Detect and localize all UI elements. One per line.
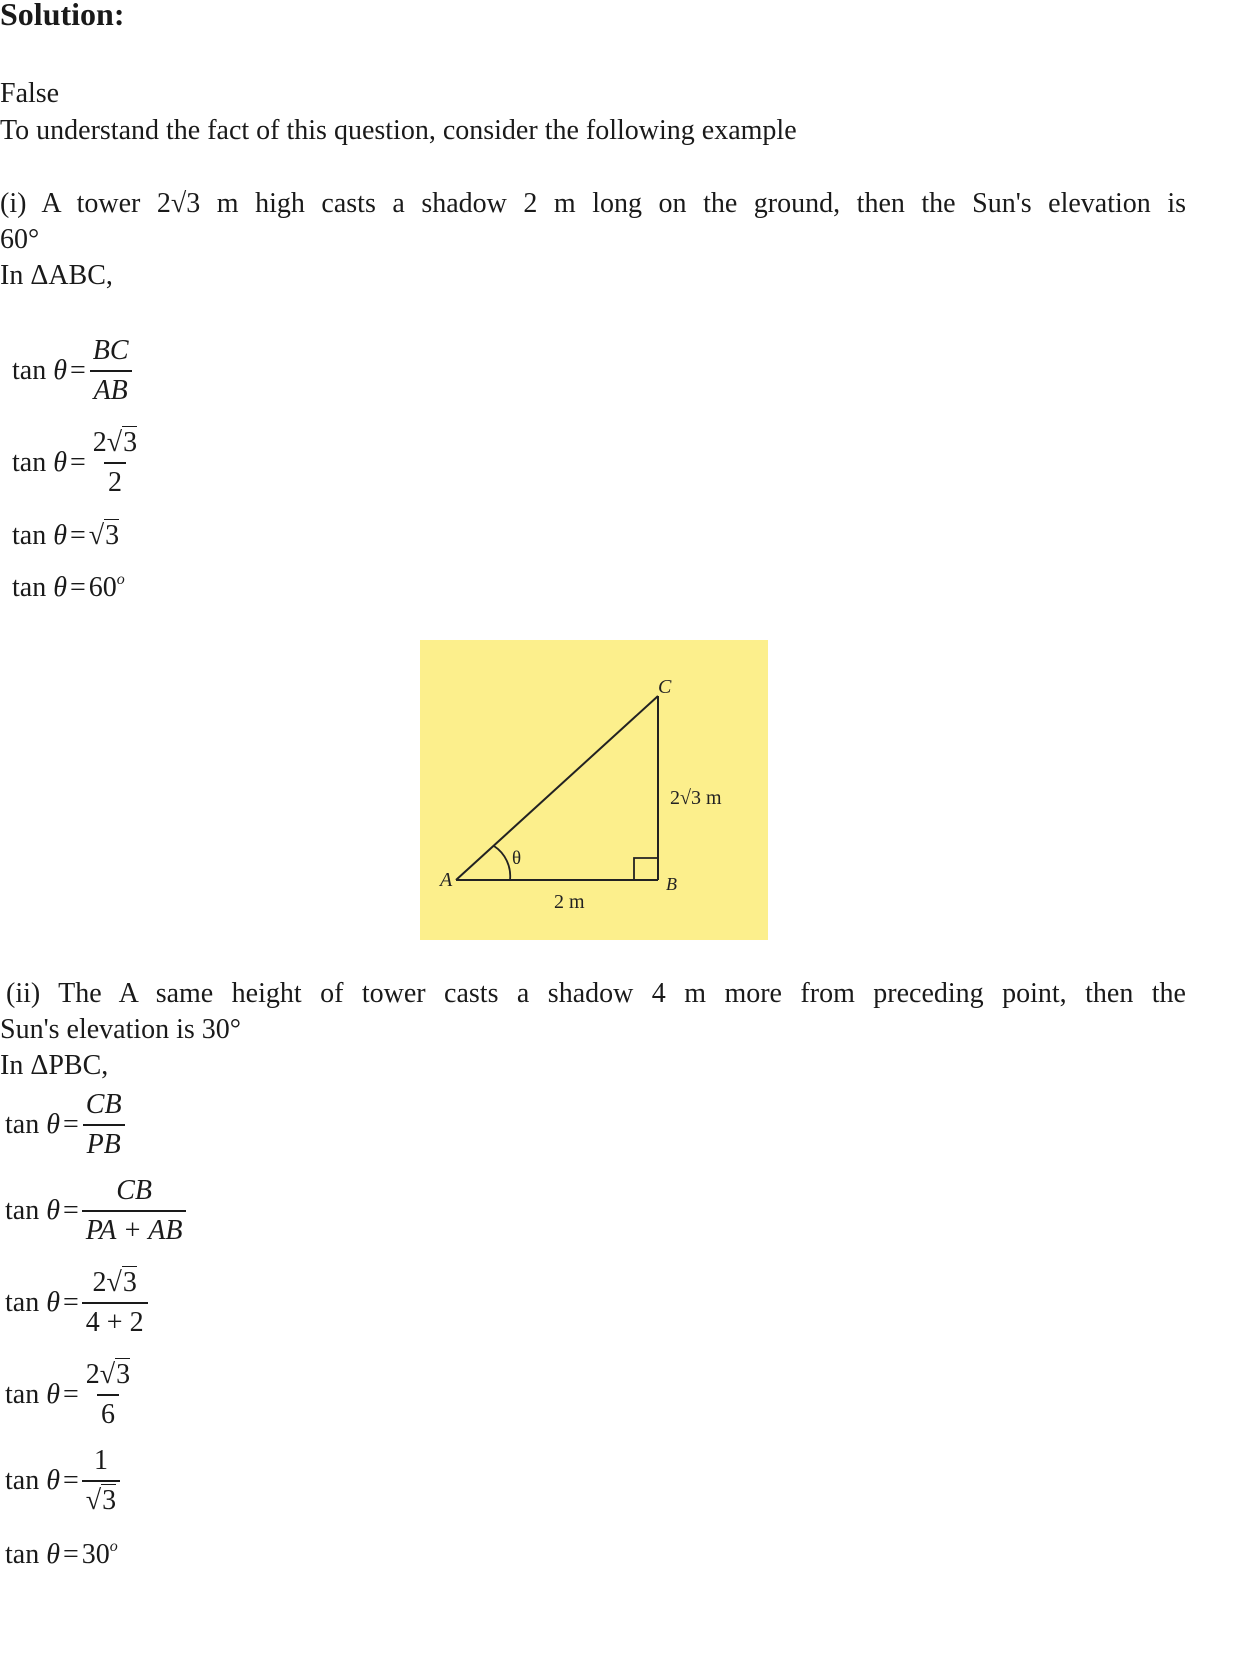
- triangle-figure: [420, 640, 768, 940]
- part1-equation-2: tan θ = $\frac{2√3}{2}$: [12, 428, 141, 498]
- intro-text: To understand the fact of this question, consider the following example: [0, 115, 797, 146]
- vertex-c-label: C: [658, 676, 672, 698]
- part1-equation-1: tan θ = $\frac{BC}{AB}$: [12, 336, 133, 406]
- part2-equation-1: tan θ = $\frac{CB}{PB}$: [5, 1090, 126, 1160]
- part2-statement-line1: (ii) The A same height of tower casts a shadow 4 m more from preceding point, then the: [6, 978, 1186, 1009]
- part1-equation-4: tan θ = 60$^o$: [12, 571, 125, 603]
- answer-text: False: [0, 78, 60, 109]
- part2-equation-2: tan θ = $\frac{CB}{PA + AB}$: [5, 1176, 186, 1246]
- fraction: $\frac{1}{√3}$: [82, 1446, 120, 1516]
- part2-statement-line2: Sun's elevation is 30°: [0, 1014, 242, 1045]
- part2-equation-4: tan θ = $\frac{2√3}{6}$: [5, 1360, 134, 1430]
- fraction: $\frac{BC}{AB}$: [89, 336, 133, 406]
- vertex-b-label: B: [666, 874, 677, 894]
- fraction: $\frac{CB}{PB}$: [82, 1090, 126, 1160]
- part1-statement-line2: 60°: [0, 224, 40, 255]
- part2-equation-6: tan θ = 30$^o$: [5, 1538, 118, 1570]
- part1-triangle-label: In ΔABC,: [0, 260, 113, 291]
- part2-equation-5: tan θ = $\frac{1}{√3}$: [5, 1446, 120, 1516]
- fraction: $\frac{2√3}{6}$: [85, 1359, 131, 1430]
- part2-equation-3: tan θ = $\frac{2√3}{4 + 2}$: [5, 1268, 148, 1338]
- part1-equation-3: tan θ = √3: [12, 520, 120, 551]
- part1-statement-line1: (i) A tower 2√3 m high casts a shadow 2 m long on the ground, then the Sun's elevation is: [0, 188, 1186, 219]
- solution-heading: Solution:: [0, 0, 125, 32]
- height-length-label: 2√3 m: [670, 787, 722, 809]
- fraction: $\frac{2√3}{4 + 2}$: [82, 1268, 148, 1338]
- fraction: $\frac{2√3}{2}$: [92, 427, 138, 498]
- vertex-a-label: A: [440, 869, 453, 891]
- fraction: $\frac{CB}{PA + AB}$: [82, 1176, 187, 1246]
- part2-triangle-label: In ΔPBC,: [0, 1050, 109, 1081]
- angle-theta-label: θ: [512, 848, 522, 869]
- base-length-label: 2 m: [554, 891, 585, 913]
